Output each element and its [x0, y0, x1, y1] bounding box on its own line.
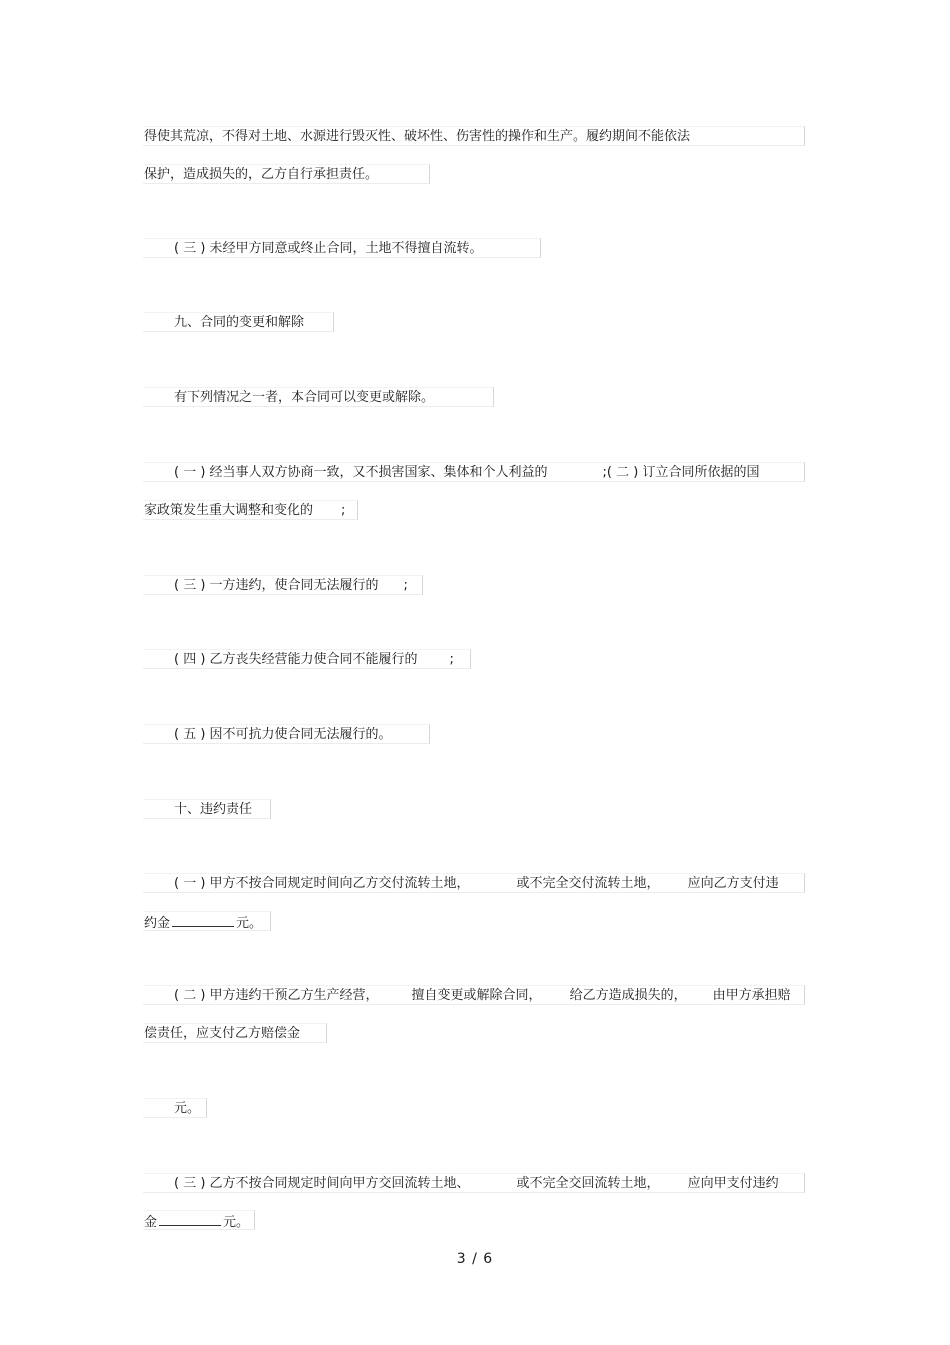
- text: 元。: [236, 916, 263, 931]
- text: ( 三 ) 乙方不按合同规定时间向甲方交回流转土地、: [174, 1176, 470, 1191]
- text: 家政策发生重大调整和变化的: [144, 503, 314, 518]
- text: 由甲方承担赔: [712, 988, 791, 1003]
- clause-line: [143, 575, 423, 595]
- text: 应向乙方支付违: [687, 876, 779, 891]
- paragraph-line: [143, 126, 805, 146]
- clause-line: [143, 462, 805, 482]
- heading-text: 九、合同的变更和解除: [174, 315, 305, 330]
- section-heading: [143, 312, 334, 332]
- text: ;: [403, 578, 408, 593]
- text: ( 五 ) 因不可抗力使合同无法履行的。: [174, 727, 392, 742]
- text: 金: [144, 1215, 158, 1230]
- text: 元。: [174, 1101, 201, 1116]
- clause-line: [143, 873, 805, 893]
- text: ;: [449, 652, 454, 667]
- heading-text: 十、违约责任: [174, 802, 253, 817]
- text: ( 四 ) 乙方丧失经营能力使合同不能履行的: [174, 652, 418, 667]
- section-heading: [143, 799, 271, 819]
- paragraph-line: [143, 911, 271, 931]
- text: ( 一 ) 甲方不按合同规定时间向乙方交付流转土地，: [174, 876, 470, 891]
- clause-line: [143, 238, 541, 258]
- text: 给乙方造成损失的，: [569, 988, 687, 1003]
- text: 元。: [223, 1215, 250, 1230]
- text: 或不完全交付流转土地，: [516, 876, 660, 891]
- paragraph-line: [143, 1023, 327, 1043]
- paragraph-line: [143, 164, 430, 184]
- text: ( 二 ) 甲方违约干预乙方生产经营，: [174, 988, 379, 1003]
- text: 保护，造成损失的，乙方自行承担责任。: [144, 167, 379, 182]
- clause-line: [143, 724, 430, 744]
- clause-line: [143, 649, 471, 669]
- page-number: 3 / 6: [456, 1251, 494, 1267]
- clause-line: [143, 1173, 805, 1193]
- text: 偿责任，应支付乙方赔偿金: [144, 1026, 301, 1041]
- text: 得使其荒凉，不得对土地、水源进行毁灭性、破坏性、伤害性的操作和生产。履约期间不能依法: [144, 129, 691, 144]
- text: ;: [341, 503, 346, 518]
- fill-in-blank: [159, 1211, 221, 1226]
- text: 擅自变更或解除合同，: [411, 988, 542, 1003]
- text: 有下列情况之一者，本合同可以变更或解除。: [174, 390, 435, 405]
- fill-in-blank: [172, 912, 234, 927]
- paragraph-line: [143, 500, 358, 520]
- text: 应向甲支付违约: [687, 1176, 779, 1191]
- clause-line: [143, 985, 805, 1005]
- paragraph-line: [143, 387, 494, 407]
- paragraph-line: [143, 1098, 207, 1118]
- text: ( 一 ) 经当事人双方协商一致，又不损害国家、集体和个人利益的: [174, 465, 548, 480]
- paragraph-line: [143, 1210, 255, 1230]
- text: 或不完全交回流转土地，: [516, 1176, 660, 1191]
- text: ;( 二 ) 订立合同所依据的国: [602, 465, 760, 480]
- text: 约金: [144, 916, 171, 931]
- text: ( 三 ) 一方违约，使合同无法履行的: [174, 578, 379, 593]
- text: ( 三 ) 未经甲方同意或终止合同，土地不得擅自流转。: [174, 241, 483, 256]
